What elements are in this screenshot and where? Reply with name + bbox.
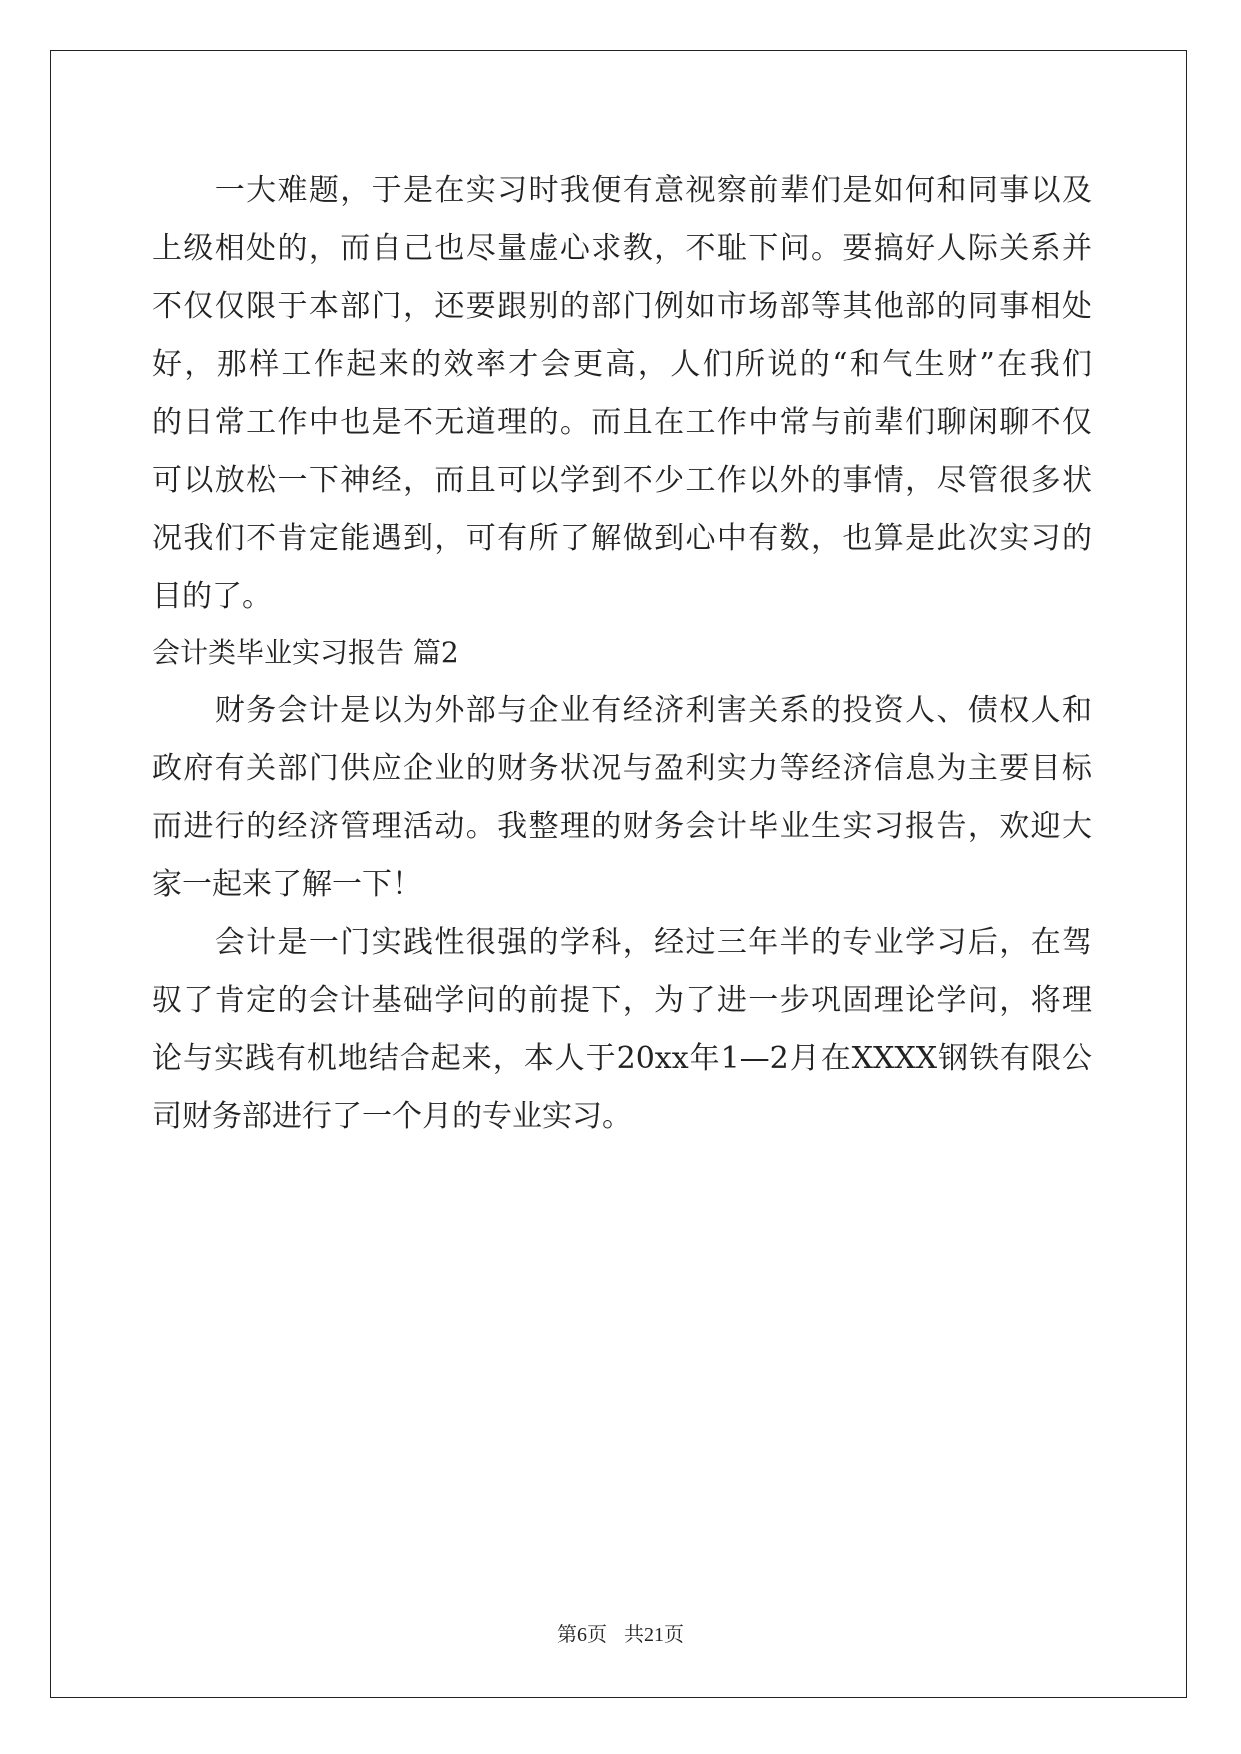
section-heading: 会计类毕业实习报告 篇2 [152, 636, 459, 669]
paragraph-line: 上级相处的，而自己也尽量虚心求教，不耻下问。要搞好人际关系并 [152, 231, 1092, 266]
paragraph-line: 况我们不肯定能遇到，可有所了解做到心中有数，也算是此次实习的 [152, 521, 1092, 556]
paragraph-line: 可以放松一下神经，而且可以学到不少工作以外的事情，尽管很多状 [152, 463, 1092, 498]
page-number: 第6页 [557, 1624, 607, 1646]
paragraph-line: 驭了肯定的会计基础学问的前提下，为了进一步巩固理论学问，将理 [152, 983, 1092, 1018]
page-footer [0, 1618, 1241, 1647]
paragraph-line: 会计是一门实践性很强的学科，经过三年半的专业学习后，在驾 [152, 925, 1092, 960]
paragraph-line: 一大难题，于是在实习时我便有意视察前辈们是如何和同事以及 [152, 173, 1092, 208]
paragraph-line: 目的了。 [152, 579, 272, 614]
paragraph-line: 的日常工作中也是不无道理的。而且在工作中常与前辈们聊闲聊不仅 [152, 405, 1092, 440]
paragraph-line: 政府有关部门供应企业的财务状况与盈利实力等经济信息为主要目标 [152, 751, 1092, 786]
page-total: 共21页 [624, 1624, 684, 1646]
paragraph-line: 财务会计是以为外部与企业有经济利害关系的投资人、债权人和 [152, 693, 1092, 728]
paragraph-line: 司财务部进行了一个月的专业实习。 [152, 1099, 632, 1134]
paragraph-line: 论与实践有机地结合起来，本人于20xx年1—2月在XXXX钢铁有限公 [152, 1041, 1092, 1076]
paragraph-line: 好，那样工作起来的效率才会更高，人们所说的“和气生财”在我们 [152, 347, 1092, 382]
paragraph-line: 不仅仅限于本部门，还要跟别的部门例如市场部等其他部的同事相处 [152, 289, 1092, 324]
paragraph-line: 家一起来了解一下！ [152, 867, 422, 902]
paragraph-line: 而进行的经济管理活动。我整理的财务会计毕业生实习报告，欢迎大 [152, 809, 1092, 844]
